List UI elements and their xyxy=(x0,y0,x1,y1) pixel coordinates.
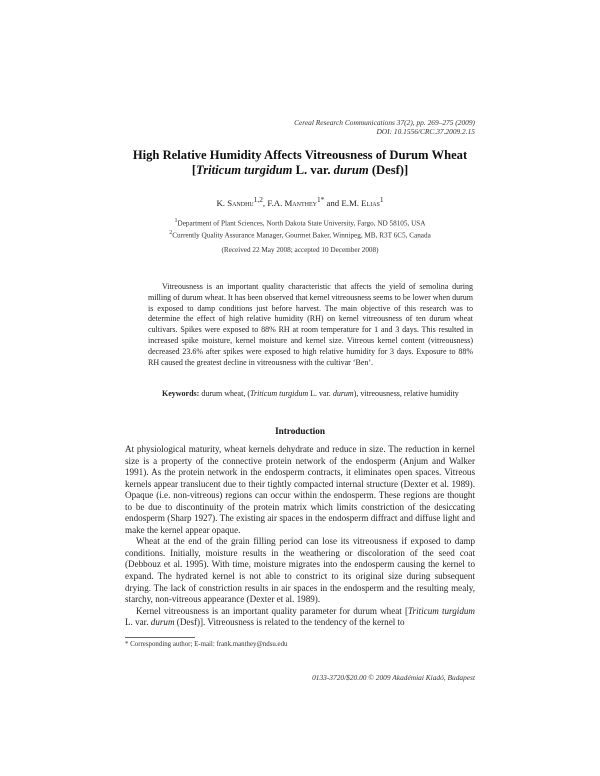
intro-paragraph-1: At physiological maturity, wheat kernels dehydrate and reduce in size. The reduction in kernel size is a property of the connective protein network of the endosperm (Anjum and Walker 1991). As the protein network in the endosperm contracts, it eliminates open spaces. Vitreous kernels appear translucent due to their tightly compacted internal structure (Dexter et al. 1989). Opaque (i.e. non-vitreous) regions can occur within the endosperm. These regions are thought to be due to discontinuity of the protein matrix which limits constriction of the desiccating endosperm (Sharp 1927). The existing air spaces in the endosperm diffract and diffuse light and make the kernel appear opaque. xyxy=(125,444,475,535)
affiliation-2 xyxy=(100,228,500,240)
abstract xyxy=(148,282,473,368)
keywords-part: ), vitreousness, relative humidity xyxy=(353,389,459,398)
affiliation-sup: 2 xyxy=(169,230,173,237)
title-line-1: High Relative Humidity Affects Vitreousness of Durum Wheat xyxy=(132,148,468,162)
paragraph-text: (Desf)]. Vitreousness is related to the tendency of the kernel to xyxy=(174,617,405,628)
title-text-end: (Desf)] xyxy=(368,163,409,177)
journal-citation xyxy=(294,118,475,136)
affiliation-sup: 1 xyxy=(174,218,178,224)
footnote-divider xyxy=(125,637,195,638)
affiliations xyxy=(100,216,500,241)
title-bracket: [ xyxy=(191,163,197,177)
keywords xyxy=(148,389,473,400)
keywords-label: Keywords: xyxy=(162,389,200,398)
keywords-part: durum wheat, ( xyxy=(199,389,250,398)
author-name: K. Sandhu xyxy=(216,197,254,208)
author-name: E.M. Elias xyxy=(341,197,380,208)
keywords-part: L. var. xyxy=(308,389,333,398)
affiliation-text: Department of Plant Sciences, North Dakota State University, Fargo, ND 58105, USA xyxy=(177,219,426,228)
variety-name: durum xyxy=(150,617,175,628)
author-separator: , xyxy=(262,197,268,208)
article-title xyxy=(100,148,500,178)
title-variety: durum xyxy=(333,163,369,177)
author-list xyxy=(100,195,500,208)
title-line-2 xyxy=(100,163,500,178)
paragraph-text: Kernel vitreousness is an important quality parameter for durum wheat [ xyxy=(136,605,408,616)
abstract-text: Vitreousness is an important quality characteristic that affects the yield of semolina during milling of durum wheat. It has been observed that kernel vitreousness seems to be lower when durum is exposed to damp conditions just before harvest. The main objective of this research was to determine the effect of high relative humidity (RH) on kernel vitreousness of ten durum wheat cultivars. Spikes were exposed to 88% RH at room temperature for 1 and 3 days. This resulted in increased spike moisture, kernel moisture and kernel size. Vitreous kernel content (vitreousness) decreased 23.6% after spikes were exposed to high relative humidity for 3 days. Exposure to 88% RH caused the greatest decline in vitreousness with the cultivar ‘Ben’. xyxy=(148,282,473,367)
author-separator: and xyxy=(324,197,342,208)
intro-paragraph-3 xyxy=(125,606,475,629)
keywords-species: Triticum turgidum xyxy=(249,389,309,398)
keywords-text xyxy=(148,389,473,400)
doi-line: DOI: 10.1556/CRC.37.2009.2.15 xyxy=(376,127,475,136)
copyright-footer: 0133-3720/$20.00 © 2009 Akadémiai Kiadó, Budapest xyxy=(312,673,475,682)
journal-line: Cereal Research Communications 37(2), pp. 269–275 (2009) xyxy=(294,118,475,127)
affiliation-1 xyxy=(100,216,500,228)
author-affil-sup: 1,2 xyxy=(253,195,263,204)
title-text: L. var. xyxy=(292,163,334,177)
affiliation-text: Currently Quality Assurance Manager, Gourmet Baker, Winnipeg, MB, R3T 6C5, Canada xyxy=(172,231,431,240)
corresponding-author-footnote: * Corresponding author; E-mail: frank.manthey@ndsu.edu xyxy=(125,641,288,648)
title-species: Triticum turgidum xyxy=(196,163,293,177)
received-dates: (Received 22 May 2008; accepted 10 December 2008) xyxy=(221,246,379,254)
author-affil-sup: 1 xyxy=(379,195,384,204)
paragraph-text: L. var. xyxy=(125,617,151,628)
introduction-body xyxy=(125,444,475,629)
keywords-variety: durum xyxy=(332,389,354,398)
species-name: Triticum turgidum xyxy=(408,605,475,616)
intro-paragraph-2: Wheat at the end of the grain filling period can lose its vitreousness if exposed to damp conditions. Initially, moisture results in the weathering or discoloration of the seed coat (Debbouz et al. 1995). With time, moisture migrates into the endosperm causing the kernel to expand. The hydrated kernel is not able to constrict to its original size during subsequent drying. The lack of constriction results in air spaces in the endosperm and the resulting mealy, starchy, non-vitreous appearance (Dexter et al. 1989). xyxy=(125,536,475,605)
author-name: F.A. Manthey xyxy=(267,197,317,208)
author-affil-sup: 1* xyxy=(316,195,325,204)
section-heading: Introduction xyxy=(275,426,325,436)
